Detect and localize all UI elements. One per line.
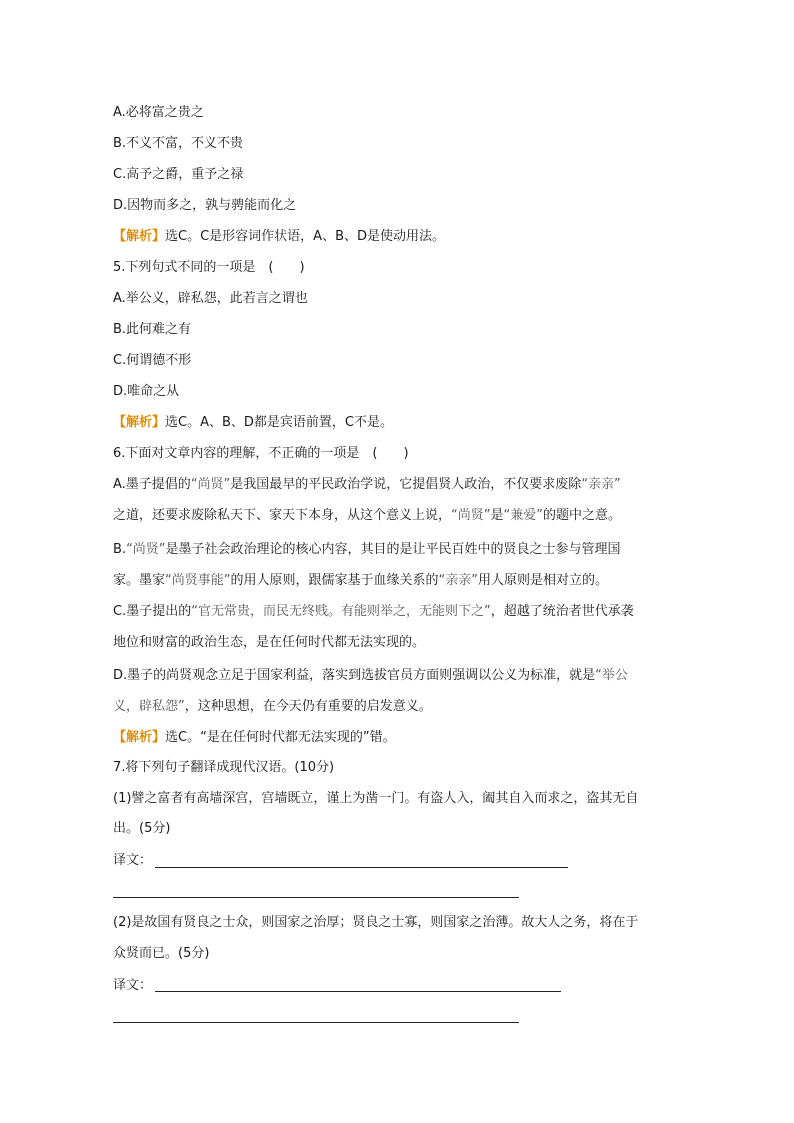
q6-option-a-line2: [113, 507, 621, 525]
analysis-text: 选C。“是在任何时代都无法实现的”错。: [165, 730, 396, 745]
q6-option-c-line1: [113, 603, 634, 621]
answer-line-3[interactable]: [155, 991, 561, 992]
q6-analysis: [113, 729, 396, 747]
q5-stem: 5.下列句式不同的一项是 ( ): [113, 260, 305, 275]
quoted-term: “尚贤”: [451, 508, 491, 523]
q4-option-d: D.因物而多之，孰与骋能而化之: [113, 198, 297, 213]
q4-analysis: [113, 228, 445, 246]
q6-option-a-line1: [113, 476, 621, 494]
q6-stem: 6.下面对文章内容的理解，不正确的一项是 ( ): [113, 446, 409, 461]
q4-option-a: A.必将富之贵之: [113, 105, 204, 120]
text-span: 之道，还要求废除私天下、家天下本身，从这个意义上说，: [113, 508, 452, 523]
quoted-term: “兼爱”: [503, 508, 543, 523]
q7-sentence2-line2: 众贤而已。(5分): [113, 946, 210, 961]
quoted-term: 义，辟私怨”: [113, 699, 185, 714]
text-span: 用人原则是相对立的。: [478, 573, 609, 588]
answer-line-2[interactable]: [113, 897, 519, 898]
answer-line-4[interactable]: [113, 1022, 519, 1023]
q5-option-c: C.何谓德不形: [113, 353, 192, 368]
q7-sentence1-line2: 出。(5分): [113, 821, 171, 836]
q6-option-d-line1: [113, 667, 628, 685]
analysis-text: 选C。C是形容词作状语，A、B、D是使动用法。: [165, 229, 445, 244]
text-span: 是墨子社会政治理论的核心内容，其目的是让平民百姓中的贤良之士参与管理国: [165, 542, 621, 557]
q6-option-c-line2: 地位和财富的政治生态，是在任何时代都无法实现的。: [113, 635, 426, 650]
text-span: 的用人原则，跟儒家基于血缘关系的: [230, 573, 439, 588]
text-span: D.墨子的尚贤观念立足于国家利益，落实到选拔官员方面则强调以公义为标准，就是: [113, 668, 596, 683]
analysis-tag: 【解析】: [113, 229, 166, 244]
quoted-term: “尚贤”: [126, 542, 166, 557]
analysis-tag: 【解析】: [113, 730, 166, 745]
quoted-term: “尚贤”: [190, 477, 231, 492]
q4-option-c: C.高予之爵，重予之禄: [113, 167, 244, 182]
text-span: ，超越了统治者世代承袭: [490, 604, 634, 619]
text-span: A.墨子提倡的: [113, 477, 191, 492]
q6-option-b-line2: [113, 572, 608, 590]
text-span: 是: [490, 508, 504, 523]
q5-option-d: D.唯命之从: [113, 384, 180, 399]
text-span: ，这种思想，在今天仍有重要的启发意义。: [184, 699, 432, 714]
text-span: B.: [113, 542, 127, 557]
analysis-text: 选C。A、B、D都是宾语前置，C不是。: [165, 415, 393, 430]
translation-label-2: 译文：: [113, 978, 153, 993]
quoted-term: “尚贤事能”: [165, 573, 231, 588]
q5-option-a: A.举公义，辟私怨，此若言之谓也: [113, 291, 308, 306]
analysis-tag: 【解析】: [113, 415, 166, 430]
translation-label-1: 译文：: [113, 853, 153, 868]
text-span: 家。墨家: [113, 573, 166, 588]
q5-analysis: [113, 414, 393, 432]
quoted-term: “亲亲”: [438, 573, 478, 588]
quoted-term: “举公: [595, 668, 628, 683]
text-span: 是我国最早的平民政治学说，它提倡贤人政治，不仅要求废除: [230, 477, 582, 492]
quoted-term: “亲亲”: [581, 477, 621, 492]
quoted-term: “官无常贵，而民无终贱。有能则举之，无能则下之”: [191, 604, 491, 619]
answer-line-1[interactable]: [155, 867, 568, 868]
q7-sentence2-line1: (2)是故国有贤良之士众，则国家之治厚；贤良之士寡，则国家之治薄。故大人之务，将在于: [113, 915, 639, 930]
text-span: C.墨子提出的: [113, 604, 192, 619]
q4-option-b: B.不义不富，不义不贵: [113, 136, 244, 151]
q6-option-b-line1: [113, 541, 621, 559]
q5-option-b: B.此何难之有: [113, 322, 192, 337]
q6-option-d-line2: [113, 698, 432, 716]
text-span: 的题中之意。: [543, 508, 622, 523]
q7-sentence1-line1: (1)譬之富者有高墙深宫，宫墙既立，谨上为凿一门。有盗人入，阖其自入而求之，盗其无自: [113, 791, 639, 806]
q7-stem: 7.将下列句子翻译成现代汉语。(10分): [113, 760, 335, 775]
